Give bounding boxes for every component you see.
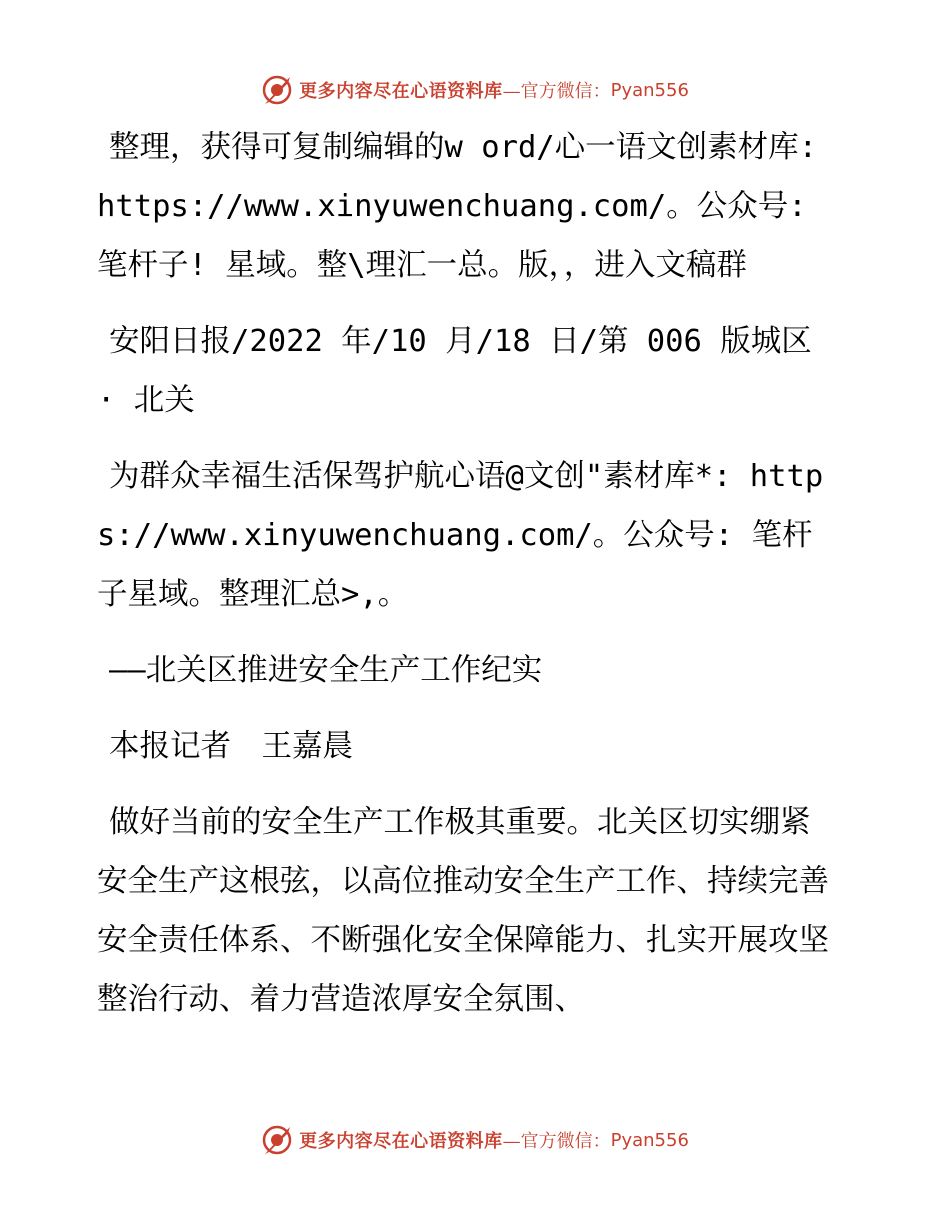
intro-paragraph: 整理，获得可复制编辑的w ord/心一语文创素材库: https://www.xinyuwenchuang.com/。公众号: 笔杆子! 星域。整\理汇一总。版，，进入文稿群 xyxy=(97,130,818,283)
watermark-footer xyxy=(0,1120,950,1160)
watermark-wechat-id: Pyan556 xyxy=(610,79,689,101)
watermark-contact-label: —官方微信： xyxy=(502,1131,611,1152)
watermark-wechat-id: Pyan556 xyxy=(610,1129,689,1151)
watermark-contact-label: —官方微信： xyxy=(502,81,611,102)
article-subtitle: ——北关区推进安全生产工作纪实 xyxy=(109,653,543,688)
article-title: 为群众幸福生活保驾护航心语@文创"素材库*: https://www.xinyuwenchuang.com/。公众号: 笔杆子星域。整理汇总>,。 xyxy=(97,459,824,612)
byline: 本报记者 王嘉晨 xyxy=(109,729,353,764)
watermark-title: 更多内容尽在心语资料库 xyxy=(299,1131,503,1152)
quill-pen-logo-icon xyxy=(261,1124,293,1156)
body-paragraph: 做好当前的安全生产工作极其重要。北关区切实绷紧安全生产这根弦，以高位推动安全生产工作、持续完善安全责任体系、不断强化安全保障能力、扎实开展攻坚整治行动、着力营造浓厚安全氛围、 xyxy=(97,805,829,1017)
document-body xyxy=(97,118,837,1046)
quill-pen-logo-icon xyxy=(261,74,293,106)
watermark-header xyxy=(0,70,950,110)
watermark-title: 更多内容尽在心语资料库 xyxy=(299,81,503,102)
source-line: 安阳日报/2022 年/10 月/18 日/第 006 版城区 · 北关 xyxy=(97,324,812,418)
